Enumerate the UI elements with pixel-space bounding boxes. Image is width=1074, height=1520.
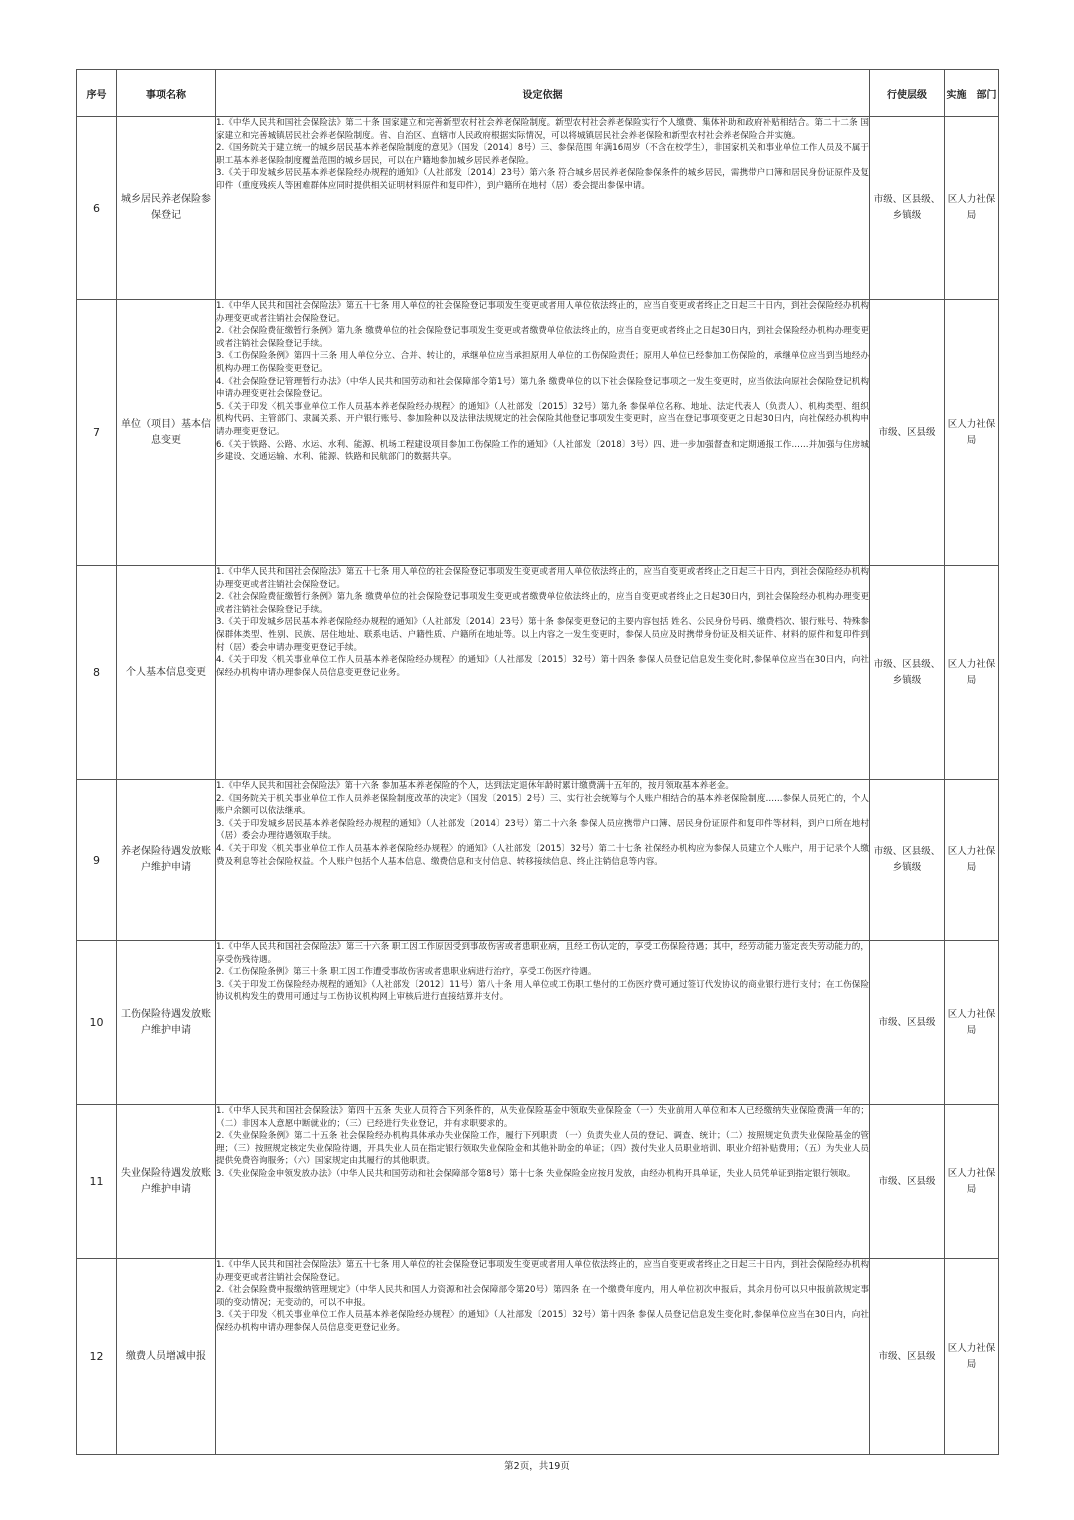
row-level: 市级、区县级 bbox=[870, 1105, 945, 1259]
basis-paragraph: 2.《失业保险条例》第二十五条 社会保险经办机构具体承办失业保险工作，履行下列职责 （一）负责失业人员的登记、调查、统计；（二）按照规定负责失业保险基金的管理；（三）按照规定核定失业保险待遇，开具失业人员在指定银行领取失业保险金和其他补助金的单证；（四）拨付失业人员职业培训、职业介绍补贴费用；（五）为失业人员提供免费咨询服务；（六）国家规定由其履行的其他职责。 bbox=[216, 1131, 869, 1167]
basis-paragraph: 3.《关于印发城乡居民基本养老保险经办规程的通知》（人社部发〔2014〕23号）第十条 参保变更登记的主要内容包括 姓名、公民身份号码、缴费档次、银行账号、特殊参保群体类型、性别、民族、居住地址、联系电话、户籍性质、户籍所在地址等。以上内容之一发生变更时，参保人员应及时携带身份证及相关证件、材料的原件和复印件到村（居）委会申请办理变更登记手续。 bbox=[216, 617, 869, 653]
basis-paragraph: 2.《社会保险费征缴暂行条例》第九条 缴费单位的社会保险登记事项发生变更或者缴费单位依法终止的，应当自变更或者终止之日起30日内，到社会保险经办机构办理变更或者注销社会保险登记手续。 bbox=[216, 326, 869, 349]
row-level: 市级、区县级、乡镇级 bbox=[870, 117, 945, 300]
basis-paragraph: 3.《关于印发〈机关事业单位工作人员基本养老保险经办规程〉的通知》（人社部发〔2015〕32号）第十四条 参保人员登记信息发生变化时,参保单位应当在30日内，向社保经办机构申请办理参保人员信息变更登记业务。 bbox=[216, 1310, 869, 1333]
row-level: 市级、区县级 bbox=[870, 1259, 945, 1455]
basis-paragraph: 2.《社会保险费申报缴纳管理规定》（中华人民共和国人力资源和社会保障部令第20号）第四条 在一个缴费年度内，用人单位初次申报后，其余月份可以只申报前款规定事项的变动情况；无变动的，可以不申报。 bbox=[216, 1285, 869, 1308]
basis-paragraph: 3.《关于印发城乡居民基本养老保险经办规程的通知》（人社部发〔2014〕23号）第二十六条 参保人员应携带户口簿、居民身份证原件和复印件等材料，到户口所在地村（居）委会办理待遇领取手续。 bbox=[216, 818, 869, 842]
row-basis bbox=[216, 1105, 870, 1259]
row-basis bbox=[216, 117, 870, 300]
table-row bbox=[77, 1105, 999, 1259]
row-dept: 区人力社保局 bbox=[945, 941, 999, 1105]
items-table bbox=[76, 69, 999, 1455]
basis-paragraph: 3.《工伤保险条例》第四十三条 用人单位分立、合并、转让的，承继单位应当承担原用人单位的工伤保险责任；原用人单位已经参加工伤保险的，承继单位应当到当地经办机构办理工伤保险变更登记。 bbox=[216, 351, 869, 374]
basis-paragraph: 2.《国务院关于机关事业单位工作人员养老保险制度改革的决定》（国发〔2015〕2号）三、实行社会统筹与个人账户相结合的基本养老保险制度……参保人员死亡的，个人账户余额可以依法继承。 bbox=[216, 793, 869, 817]
basis-paragraph: 4.《社会保险登记管理暂行办法》（中华人民共和国劳动和社会保障部令第1号）第九条 缴费单位的以下社会保险登记事项之一发生变更时，应当依法向原社会保险登记机构申请办理变更社会保险登记。 bbox=[216, 376, 869, 400]
row-level: 市级、区县级 bbox=[870, 300, 945, 566]
row-level: 市级、区县级 bbox=[870, 941, 945, 1105]
basis-paragraph: 3.《关于印发工伤保险经办规程的通知》（人社部发〔2012〕11号）第八十条 用人单位或工伤职工垫付的工伤医疗费可通过签订代发协议的商业银行进行支付；在工伤保险协议机构发生的费用可通过与工伤协议机构网上审核后进行直接结算并支付。 bbox=[216, 979, 869, 1003]
table-row bbox=[77, 1259, 999, 1455]
row-dept: 区人力社保局 bbox=[945, 566, 999, 780]
basis-paragraph: 1.《中华人民共和国社会保险法》第五十七条 用人单位的社会保险登记事项发生变更或者用人单位依法终止的，应当自变更或者终止之日起三十日内，到社会保险经办机构办理变更或者注销社会保险登记。 bbox=[216, 1260, 869, 1283]
row-seq: 11 bbox=[77, 1105, 117, 1259]
row-basis bbox=[216, 566, 870, 780]
basis-paragraph: 2.《社会保险费征缴暂行条例》第九条 缴费单位的社会保险登记事项发生变更或者缴费单位依法终止的，应当自变更或者终止之日起30日内，到社会保险经办机构办理变更或者注销社会保险登记手续。 bbox=[216, 592, 869, 615]
basis-paragraph: 2.《工伤保险条例》第三十条 职工因工作遭受事故伤害或者患职业病进行治疗，享受工伤医疗待遇。 bbox=[216, 967, 597, 978]
basis-paragraph: 6.《关于铁路、公路、水运、水利、能源、机场工程建设项目参加工伤保险工作的通知》（人社部发〔2018〕3号）四、进一步加强督查和定期通报工作……并加强与住房城乡建设、交通运输、水利、能源、铁路和民航部门的数据共享。 bbox=[216, 439, 869, 463]
basis-paragraph: 2.《国务院关于建立统一的城乡居民基本养老保险制度的意见》（国发〔2014〕8号）三、参保范围 年满16周岁（不含在校学生），非国家机关和事业单位工作人员及不属于职工基本养老保险制度覆盖范围的城乡居民，可以在户籍地参加城乡居民养老保险。 bbox=[216, 143, 869, 166]
row-item-name: 缴费人员增减申报 bbox=[117, 1259, 216, 1455]
row-dept: 区人力社保局 bbox=[945, 780, 999, 941]
basis-paragraph: 1.《中华人民共和国社会保险法》第四十五条 失业人员符合下列条件的，从失业保险基金中领取失业保险金（一）失业前用人单位和本人已经缴纳失业保险费满一年的；（二）非因本人意愿中断就业的；（三）已经进行失业登记，并有求职要求的。 bbox=[216, 1106, 869, 1129]
basis-paragraph: 3.《关于印发城乡居民基本养老保险经办规程的通知》（人社部发〔2014〕23号）第六条 符合城乡居民养老保险参保条件的城乡居民，需携带户口簿和居民身份证原件及复印件（重度残疾人等困难群体应同时提供相关证明材料原件和复印件），到户籍所在地村（居）委会提出参保申请。 bbox=[216, 168, 869, 191]
basis-paragraph: 3.《失业保险金申领发放办法》（中华人民共和国劳动和社会保障部令第8号）第十七条 失业保险金应按月发放，由经办机构开具单证，失业人员凭单证到指定银行领取。 bbox=[216, 1168, 856, 1179]
row-seq: 7 bbox=[77, 300, 117, 566]
table-row bbox=[77, 117, 999, 300]
row-item-name: 工伤保险待遇发放账户维护申请 bbox=[117, 941, 216, 1105]
table-row bbox=[77, 300, 999, 566]
row-dept: 区人力社保局 bbox=[945, 1105, 999, 1259]
header-dept: 实施 部门 bbox=[945, 70, 999, 117]
row-seq: 10 bbox=[77, 941, 117, 1105]
header-basis: 设定依据 bbox=[216, 70, 870, 117]
basis-paragraph: 1.《中华人民共和国社会保险法》第二十条 国家建立和完善新型农村社会养老保险制度。新型农村社会养老保险实行个人缴费、集体补助和政府补贴相结合。第二十二条 国家建立和完善城镇居民社会养老保险制度。省、自治区、直辖市人民政府根据实际情况，可以将城镇居民社会养老保险和新型农村社会养老保险合并实施。 bbox=[216, 118, 869, 141]
row-seq: 9 bbox=[77, 780, 117, 941]
row-seq: 6 bbox=[77, 117, 117, 300]
row-basis bbox=[216, 300, 870, 566]
table-body bbox=[77, 117, 999, 1455]
row-item-name: 个人基本信息变更 bbox=[117, 566, 216, 780]
basis-paragraph: 1.《中华人民共和国社会保险法》第五十七条 用人单位的社会保险登记事项发生变更或者用人单位依法终止的，应当自变更或者终止之日起三十日内，到社会保险经办机构办理变更或者注销社会保险登记。 bbox=[216, 567, 869, 590]
row-basis bbox=[216, 780, 870, 941]
row-dept: 区人力社保局 bbox=[945, 117, 999, 300]
table-header-row bbox=[77, 70, 999, 117]
header-level: 行使层级 bbox=[870, 70, 945, 117]
row-basis bbox=[216, 1259, 870, 1455]
row-seq: 8 bbox=[77, 566, 117, 780]
row-dept: 区人力社保局 bbox=[945, 300, 999, 566]
row-level: 市级、区县级、乡镇级 bbox=[870, 780, 945, 941]
row-item-name: 养老保险待遇发放账户维护申请 bbox=[117, 780, 216, 941]
row-seq: 12 bbox=[77, 1259, 117, 1455]
row-level: 市级、区县级、乡镇级 bbox=[870, 566, 945, 780]
row-item-name: 城乡居民养老保险参保登记 bbox=[117, 117, 216, 300]
basis-paragraph: 1.《中华人民共和国社会保险法》第十六条 参加基本养老保险的个人，达到法定退休年龄时累计缴费满十五年的，按月领取基本养老金。 bbox=[216, 781, 734, 791]
header-name: 事项名称 bbox=[117, 70, 216, 117]
basis-paragraph: 1.《中华人民共和国社会保险法》第五十七条 用人单位的社会保险登记事项发生变更或者用人单位依法终止的，应当自变更或者终止之日起三十日内，到社会保险经办机构办理变更或者注销社会保险登记。 bbox=[216, 301, 869, 324]
basis-paragraph: 4.《关于印发〈机关事业单位工作人员基本养老保险经办规程〉的通知》（人社部发〔2015〕32号）第二十七条 社保经办机构应为参保人员建立个人账户，用于记录个人缴费及利息等社会保险权益。个人账户包括个人基本信息、缴费信息和支付信息、转移接续信息、终止注销信息等内容。 bbox=[216, 843, 869, 867]
row-item-name: 失业保险待遇发放账户维护申请 bbox=[117, 1105, 216, 1259]
basis-paragraph: 4.《关于印发〈机关事业单位工作人员基本养老保险经办规程〉的通知》（人社部发〔2015〕32号）第十四条 参保人员登记信息发生变化时,参保单位应当在30日内，向社保经办机构申请办理参保人员信息变更登记业务。 bbox=[216, 655, 869, 678]
page-footer: 第2页，共19页 bbox=[504, 1461, 570, 1472]
basis-paragraph: 1.《中华人民共和国社会保险法》第三十六条 职工因工作原因受到事故伤害或者患职业病，且经工伤认定的，享受工伤保险待遇；其中，经劳动能力鉴定丧失劳动能力的，享受伤残待遇。 bbox=[216, 942, 869, 965]
row-basis bbox=[216, 941, 870, 1105]
table-row bbox=[77, 780, 999, 941]
row-item-name: 单位（项目）基本信息变更 bbox=[117, 300, 216, 566]
header-seq: 序号 bbox=[77, 70, 117, 117]
basis-paragraph: 5.《关于印发〈机关事业单位工作人员基本养老保险经办规程〉的通知》（人社部发〔2015〕32号）第九条 参保单位名称、地址、法定代表人（负责人）、机构类型、组织机构代码、主管部门、隶属关系、开户银行账号、参加险种以及法律法规规定的社会保险其他登记事项发生变更时，应当在登记事项变更之日起30日内，向社保经办机构申请办理变更登记。 bbox=[216, 401, 869, 437]
table-row bbox=[77, 566, 999, 780]
table-row bbox=[77, 941, 999, 1105]
row-dept: 区人力社保局 bbox=[945, 1259, 999, 1455]
